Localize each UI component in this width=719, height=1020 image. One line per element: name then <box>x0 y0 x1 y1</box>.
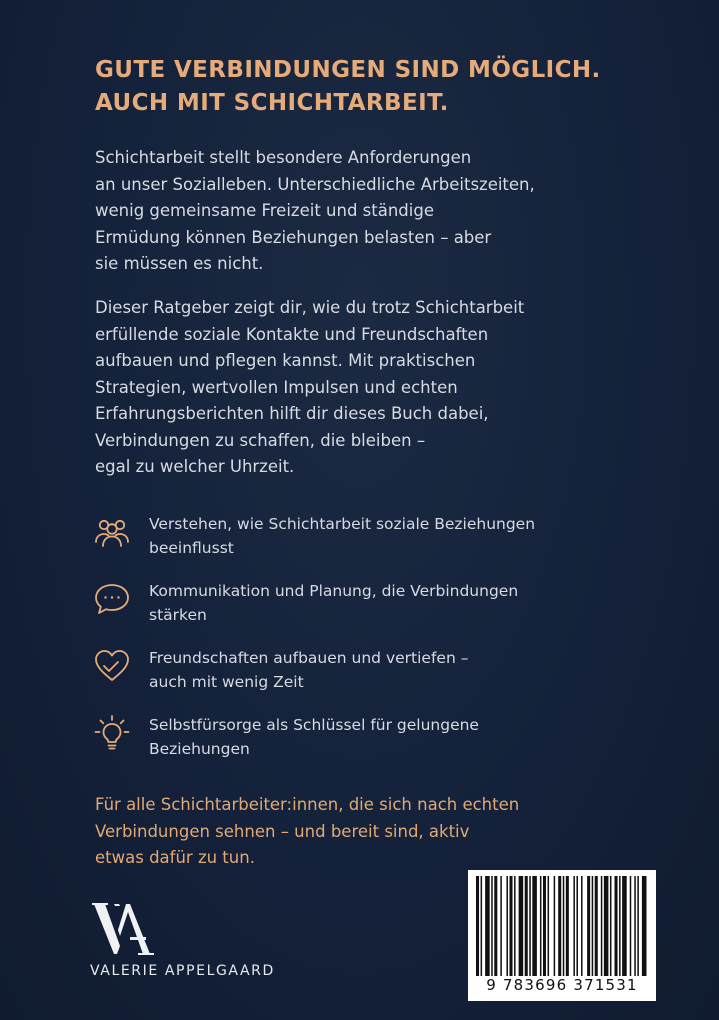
intro-line: sie müssen es nicht. <box>95 254 264 273</box>
closing-line: Verbindungen sehnen – und bereit sind, aktiv <box>95 821 470 841</box>
feature-line: auch mit wenig Zeit <box>149 673 304 691</box>
feature-item-communication <box>92 575 572 642</box>
isbn-barcode <box>468 870 656 1001</box>
description-line: aufbauen und pflegen kannst. Mit praktischen <box>95 351 476 370</box>
closing-statement <box>95 792 519 872</box>
feature-line: Freundschaften aufbauen und vertiefen – <box>149 649 469 667</box>
feature-text <box>149 713 479 761</box>
closing-line: etwas dafür zu tun. <box>95 848 255 867</box>
description-line: erfüllende soziale Kontakte und Freundschaften <box>95 324 489 344</box>
feature-item-understanding <box>92 508 572 575</box>
feature-line: Kommunikation und Planung, die Verbindungen <box>149 582 519 600</box>
description-line: Dieser Ratgeber zeigt dir, wie du trotz Schichtarbeit <box>95 298 525 317</box>
intro-line: Ermüdung können Beziehungen belasten – aber <box>95 227 492 247</box>
feature-line: beeinflusst <box>149 539 234 557</box>
headline-line-2: AUCH MIT SCHICHTARBEIT. <box>95 90 449 116</box>
isbn-number: 9 783696 371531 <box>486 976 638 994</box>
feature-line: Beziehungen <box>149 740 250 758</box>
lightbulb-icon <box>92 713 132 753</box>
description-line: Strategien, wertvollen Impulsen und echten <box>95 377 458 397</box>
heart-icon <box>92 646 132 686</box>
description-line: Verbindungen zu schaffen, die bleiben – <box>95 430 426 450</box>
headline-line-1: GUTE VERBINDUNGEN SIND MÖGLICH. <box>95 57 601 83</box>
feature-text <box>149 646 468 694</box>
intro-paragraph <box>95 145 565 278</box>
feature-line: stärken <box>149 606 207 624</box>
chat-bubble-icon <box>92 579 132 619</box>
feature-list <box>92 508 572 776</box>
description-line: egal zu welcher Uhrzeit. <box>95 457 295 476</box>
headline <box>95 54 601 120</box>
people-icon <box>92 512 132 552</box>
intro-line: an unser Sozialleben. Unterschiedliche Arbeitszeiten, <box>95 174 535 194</box>
feature-line: Selbstfürsorge als Schlüssel für gelungene <box>149 716 479 734</box>
feature-item-friendship <box>92 642 572 709</box>
feature-line: Verstehen, wie Schichtarbeit soziale Beziehungen <box>149 515 536 533</box>
barcode-bars <box>476 876 648 976</box>
author-name: VALERIE APPELGAARD <box>90 963 275 979</box>
description-line: Erfahrungsberichten hilft dir dieses Buch dabei, <box>95 404 489 423</box>
closing-line: Für alle Schichtarbeiter:innen, die sich nach echten <box>95 795 520 814</box>
feature-text <box>149 512 535 560</box>
intro-line: Schichtarbeit stellt besondere Anforderungen <box>95 148 472 167</box>
va-monogram-logo <box>92 900 162 960</box>
intro-line: wenig gemeinsame Freizeit und ständige <box>95 201 434 220</box>
feature-item-selfcare <box>92 709 572 776</box>
description-paragraph <box>95 295 565 481</box>
feature-text <box>149 579 518 627</box>
